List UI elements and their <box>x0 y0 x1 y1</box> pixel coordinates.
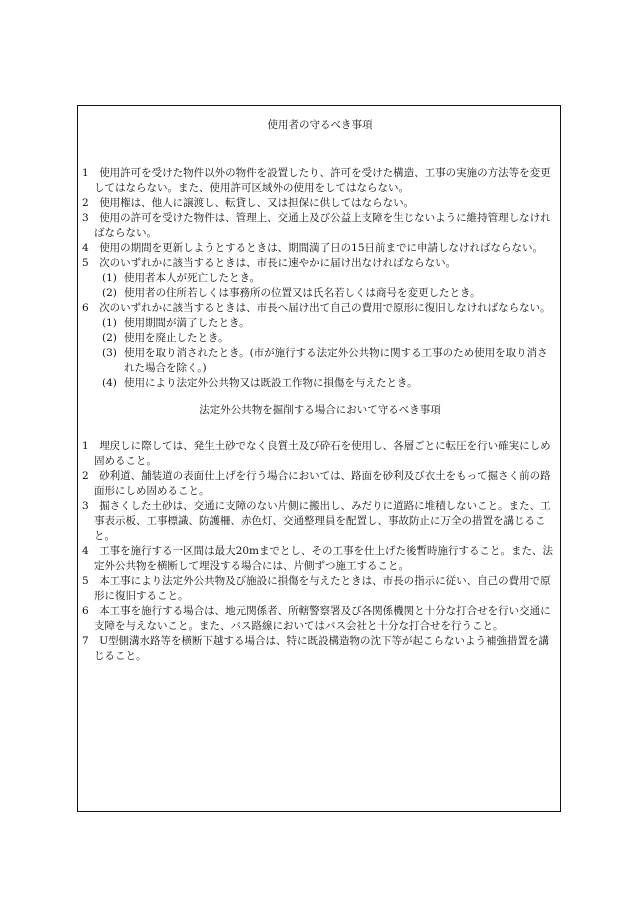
list-item: 7 U型側溝水路等を横断下越する場合は、特に既設構造物の沈下等が起こらないよう補強措置を講じること。 <box>82 635 550 662</box>
list-item: 4 工事を施行する一区間は最大20mまでとし、その工事を仕上げた後暫時施行すること。また、法定外公共物を横断して埋没する場合には、片側ずつ施工すること。 <box>82 545 554 572</box>
list-item: 6 本工事を施行する場合は、地元関係者、所轄警察署及び各関係機関と十分な打合せを行い交通に支障を与えないこと。また、バス路線においてはバス会社と十分な打合せを行うこと。 <box>82 605 551 632</box>
section2-title: 法定外公共物を掘削する場合において守るべき事項 <box>199 404 441 416</box>
document-body <box>82 118 558 664</box>
list-item: 3 掘さくした土砂は、交通に支障のない片側に搬出し、みだりに道路に堆積しないこと。また、工事表示板、工事標識、防護柵、赤色灯、交通整理員を配置し、事故防止に万全の措置を講じること。 <box>82 500 551 542</box>
list-item: 5 次のいずれかに該当するときは、市長に速やかに届け出なければならない。 <box>82 257 457 269</box>
sub-list-item: (4) 使用により法定外公共物又は既設工作物に損傷を与えたとき。 <box>102 377 418 389</box>
list-item: 6 次のいずれかに該当するときは、市長へ届け出て自己の費用で原形に復旧しなければならない。 <box>82 302 551 314</box>
section1-list <box>82 166 558 391</box>
list-item: 1 埋戻しに際しては、発生土砂でなく良質土及び砕石を使用し、各層ごとに転圧を行い確実にしめ固めること。 <box>82 440 551 467</box>
section2-list <box>82 439 558 664</box>
sub-list-item: (2) 使用を廃止したとき。 <box>102 332 229 344</box>
list-item: 3 使用の許可を受けた物件は、管理上、交通上及び公益上支障を生じないように維持管理しなければならない。 <box>82 212 551 239</box>
list-item: 4 使用の期間を更新しようとするときは、期間満了日の15日前までに申請しなければならない。 <box>82 242 544 254</box>
sub-list-item: (1) 使用者本人が死亡したとき。 <box>102 272 261 284</box>
list-item: 2 使用権は、他人に譲渡し、転貸し、又は担保に供してはならない。 <box>82 197 415 209</box>
list-item: 2 砂利道、舗装道の表面仕上げを行う場合においては、路面を砂利及び衣土をもって掘さく前の路面形にしめ固めること。 <box>82 470 551 497</box>
list-item: 1 使用許可を受けた物件以外の物件を設置したり、許可を受けた構造、工事の実施の方法等を変更してはならない。また、使用許可区域外の使用をしてはならない。 <box>82 167 551 194</box>
list-item: 5 本工事により法定外公共物及び施設に損傷を与えたときは、市長の指示に従い、自己の費用で原形に復旧すること。 <box>82 575 551 602</box>
sub-list-item: (1) 使用期間が満了したとき。 <box>102 317 250 329</box>
section1-title: 使用者の守るべき事項 <box>267 119 373 131</box>
sub-list-item: (3) 使用を取り消されたとき。(市が施行する法定外公共物に関する工事のため使用を取り消された場合を除く。) <box>102 347 548 374</box>
sub-list-item: (2) 使用者の住所若しくは事務所の位置又は氏名若しくは商号を変更したとき。 <box>102 287 481 299</box>
